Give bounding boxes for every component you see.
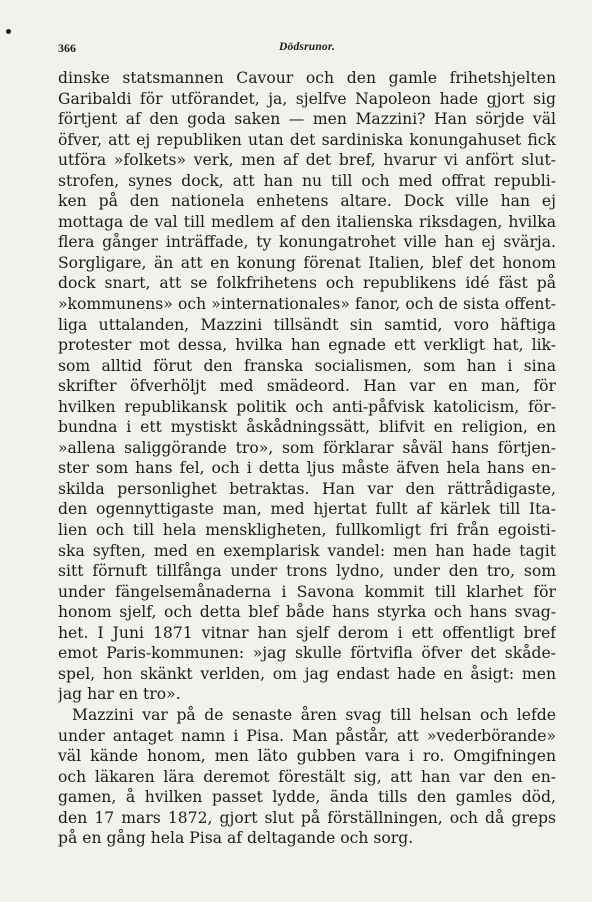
text-line: emot Paris-kommunen: »jag skulle förtvifla öfver det skåde-	[58, 644, 556, 663]
text-line: strofen, synes dock, att han nu till och med offrat republi-	[58, 171, 556, 190]
page-header	[58, 41, 556, 57]
text-line: het. I Juni 1871 vitnar han sjelf derom i ett offentligt bref	[58, 623, 556, 642]
text-line: Garibaldi för utförandet, ja, sjelfve Napoleon hade gjort sig	[58, 89, 556, 108]
text-line: öfver, att ej republiken utan det sardiniska konungahuset fick	[58, 130, 556, 149]
text-line: Mazzini var på de senaste åren svag till helsan och lefde	[72, 705, 556, 724]
text-line: skilda personlighet betraktas. Han var den rättrådigaste,	[58, 479, 556, 498]
text-line: skrifter öfverhöljt med smädeord. Han var en man, för	[58, 377, 556, 396]
paragraph-2	[58, 705, 556, 849]
margin-dot	[6, 29, 11, 34]
text-line: förtjent af den goda saken — men Mazzini? Han sörjde väl	[58, 110, 556, 129]
text-line: gamen, å hvilken passet lydde, ända tills den gamles död,	[58, 788, 556, 807]
text-line: »allena saliggörande tro», som förklarar såväl hans förtjen-	[58, 438, 556, 457]
text-line: dinske statsmannen Cavour och den gamle frihetshjelten	[58, 69, 556, 87]
text-line: den 17 mars 1872, gjort slut på förställningen, och då greps	[58, 808, 556, 827]
text-line: ken på den nationela enhetens altare. Dock ville han ej	[58, 192, 556, 211]
text-line: på en gång hela Pisa af deltagande och sorg.	[58, 829, 414, 848]
text-line: flera gånger inträffade, ty konungatrohet ville han ej svärja.	[58, 233, 556, 252]
page-number: 366	[58, 41, 76, 55]
text-line: lien och till hela menskligheten, fullkomligt fri från egoisti-	[58, 521, 556, 540]
paragraph-1	[58, 68, 556, 705]
running-head: Dödsrunor.	[278, 41, 335, 53]
text-line: protester mot dessa, hvilka han egnade ett verkligt hat, lik-	[58, 336, 556, 355]
text-line: honom sjelf, och detta blef både hans styrka och hans svag-	[58, 603, 556, 622]
text-line: som alltid förut den franska socialismen, som han i sina	[58, 356, 556, 375]
text-line: utföra »folkets» verk, men af det bref, hvarur vi anfört slut-	[58, 151, 556, 170]
text-line: ster som hans fel, och i detta ljus måste äfven hela hans en-	[58, 459, 556, 478]
text-line: och läkaren lära deremot förestält sig, att han var den en-	[58, 767, 556, 786]
text-line: hvilken republikansk politik och anti-påfvisk katolicism, för-	[58, 397, 556, 416]
text-line: den ogennyttigaste man, med hjertat fullt af kärlek till Ita-	[58, 500, 556, 519]
text-line: jag har en tro».	[58, 685, 181, 704]
text-line: mottaga de val till medlem af den italienska riksdagen, hvilka	[58, 212, 556, 231]
text-line: spel, hon skänkt verlden, om jag endast hade en åsigt: men	[58, 664, 556, 683]
text-line: dock snart, att se folkfrihetens och republikens idé fäst på	[58, 274, 556, 293]
text-line: Sorgligare, än att en konung förenat Italien, blef det honom	[58, 253, 556, 272]
text-line: sitt förnuft tillfånga under trons lydno, under den tro, som	[58, 562, 556, 581]
text-line: liga uttalanden, Mazzini tillsändt sin samtid, voro häftiga	[58, 315, 556, 334]
text-line: under antaget namn i Pisa. Man påstår, att »vederbörande»	[58, 726, 556, 745]
text-line: väl kände honom, men läto gubben vara i ro. Omgifningen	[58, 747, 556, 766]
text-line: ska syften, med en exemplarisk vandel: men han hade tagit	[58, 541, 556, 560]
text-line: »kommunens» och »internationales» fanor, och de sista offent-	[58, 295, 556, 314]
text-line: bundna i ett mystiskt åskådningssätt, blifvit en religion, en	[58, 418, 556, 437]
body-text	[58, 68, 556, 849]
text-line: under fängelsemånaderna i Savona kommit till klarhet för	[58, 582, 556, 601]
